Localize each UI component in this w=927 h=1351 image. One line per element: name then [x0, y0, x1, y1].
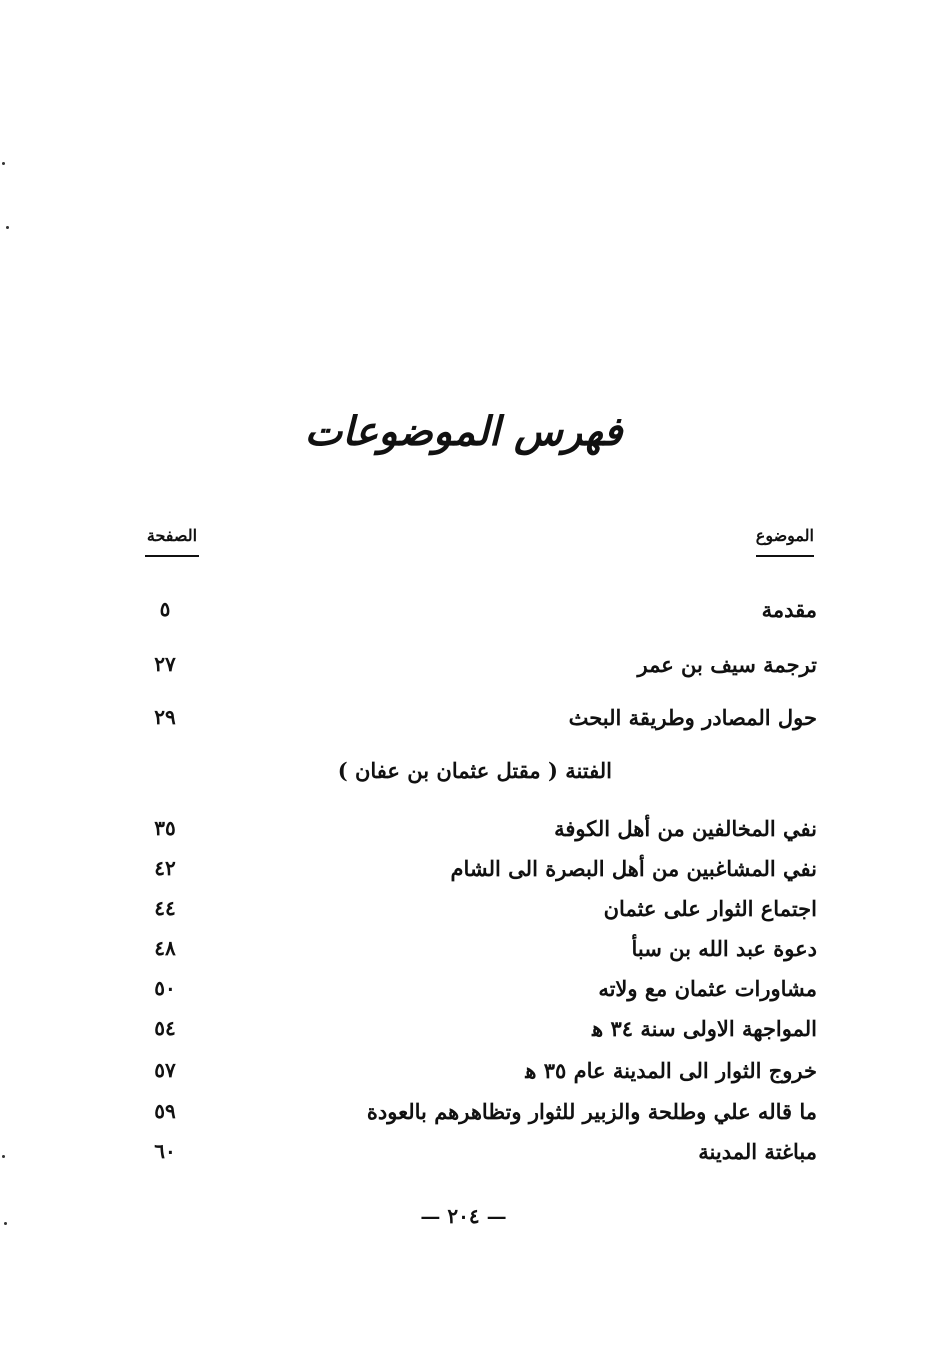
- page-number: — ٢٠٤ —: [420, 1204, 507, 1228]
- toc-row: [0, 936, 927, 972]
- scan-speck: [6, 226, 9, 229]
- toc-page: ٢٩: [154, 705, 176, 729]
- toc-page: ٤٢: [154, 856, 176, 880]
- toc-row: [0, 976, 927, 1012]
- topic-header-label: الموضوع: [755, 526, 814, 545]
- toc-topic: ترجمة سيف بن عمر: [637, 652, 817, 677]
- header-underline: [756, 555, 814, 557]
- scan-speck: [2, 162, 5, 165]
- toc-page: ٤٤: [154, 896, 176, 920]
- toc-topic: دعوة عبد الله بن سبأ: [631, 936, 817, 961]
- toc-page: ٥: [159, 597, 171, 621]
- toc-topic: مشاورات عثمان مع ولاته: [598, 976, 817, 1001]
- toc-topic: اجتماع الثوار على عثمان: [603, 896, 817, 921]
- toc-topic: مباغتة المدينة: [698, 1139, 817, 1164]
- page-column-header: [145, 526, 199, 557]
- page-header-label: الصفحة: [146, 526, 198, 545]
- toc-topic: نفي المشاغبين من أهل البصرة الى الشام: [450, 856, 817, 881]
- toc-row: [0, 896, 927, 932]
- toc-topic: مقدمة: [761, 597, 817, 622]
- toc-page: ٦٠: [154, 1139, 176, 1163]
- toc-topic: ما قاله علي وطلحة والزبير للثوار وتظاهرهم بالعودة: [366, 1099, 817, 1124]
- toc-page: ٣٥: [154, 816, 176, 840]
- toc-page: ٤٨: [154, 936, 176, 960]
- toc-page: ٥٠: [154, 976, 176, 1000]
- toc-page: ٥٧: [154, 1058, 176, 1082]
- header-underline: [145, 555, 199, 557]
- toc-row: [0, 652, 927, 688]
- page-title: فهرس الموضوعات: [304, 408, 623, 455]
- toc-topic: حول المصادر وطريقة البحث: [568, 705, 817, 730]
- toc-page: ٢٧: [154, 652, 176, 676]
- topic-column-header: [756, 526, 814, 557]
- toc-topic: خروج الثوار الى المدينة عام ٣٥ ﻫ: [525, 1058, 817, 1083]
- toc-page: ٥٩: [154, 1099, 176, 1123]
- toc-topic: نفي المخالفين من أهل الكوفة: [554, 816, 817, 841]
- toc-row: [0, 816, 927, 852]
- toc-row: [0, 856, 927, 892]
- toc-row: [0, 1139, 927, 1175]
- toc-page: ٥٤: [154, 1016, 176, 1040]
- toc-row: [0, 1099, 927, 1135]
- toc-row: [0, 1016, 927, 1052]
- section-heading: الفتنة ( مقتل عثمان بن عفان ): [337, 758, 612, 783]
- toc-topic: المواجهة الاولى سنة ٣٤ ﻫ: [592, 1016, 817, 1041]
- toc-row: [0, 705, 927, 741]
- toc-row: [0, 597, 927, 633]
- toc-row: [0, 1058, 927, 1094]
